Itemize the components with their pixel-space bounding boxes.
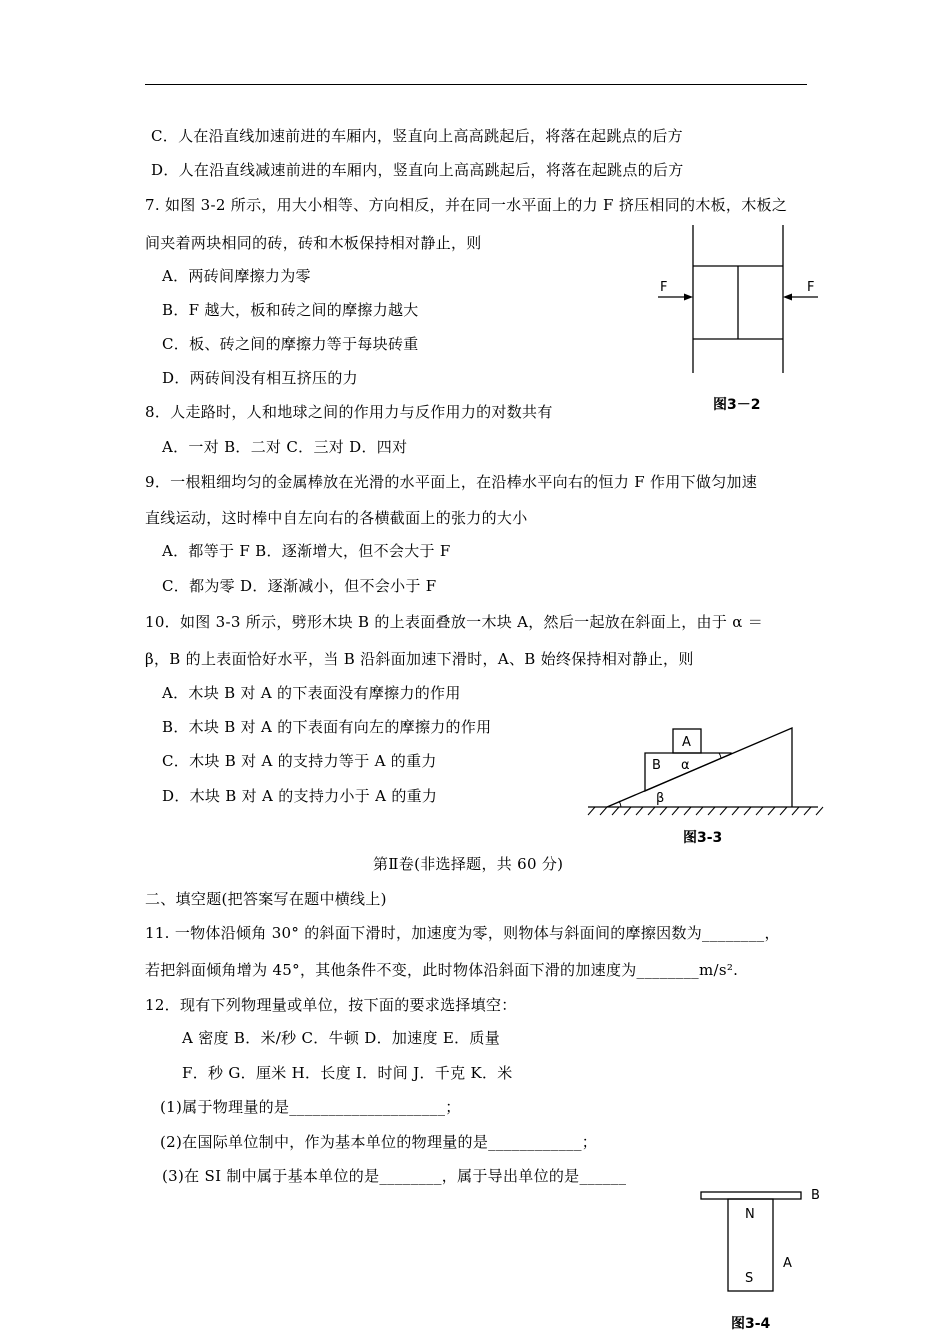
q10-stem-2: β，B 的上表面恰好水平，当 B 沿斜面加速下滑时，A、B 始终保持相对静止，则 xyxy=(145,650,694,668)
q10-option-a: A．木块 B 对 A 的下表面没有摩擦力的作用 xyxy=(162,684,461,702)
q9-stem-1: 9．一根粗细均匀的金属棒放在光滑的水平面上，在沿棒水平向右的恒力 F 作用下做匀加速 xyxy=(145,473,758,491)
q11-stem-1: 11. 一物体沿倾角 30° 的斜面下滑时，加速度为零，则物体与斜面间的摩擦因数为________， xyxy=(145,924,780,942)
figure-3-4-caption: 图3-4 xyxy=(731,1316,771,1332)
q12-part-3: (3)在 SI 制中属于基本单位的是________，属于导出单位的是______ xyxy=(162,1167,627,1185)
q8-options: A．一对 B．二对 C．三对 D．四对 xyxy=(162,438,408,456)
q7-option-d: D．两砖间没有相互挤压的力 xyxy=(162,369,358,387)
right-force-arrowhead xyxy=(783,294,792,301)
q12-list-1: A 密度 B．米/秒 C．牛顿 D．加速度 E．质量 xyxy=(182,1029,501,1047)
header-rule xyxy=(145,84,807,85)
south-pole-label: S xyxy=(745,1271,754,1286)
q9-options-ab: A．都等于 F B．逐渐增大，但不会大于 F xyxy=(162,542,451,560)
q7-stem-2: 间夹着两块相同的砖，砖和木板保持相对静止，则 xyxy=(145,234,482,252)
q10-option-c: C．木块 B 对 A 的支持力等于 A 的重力 xyxy=(162,752,437,770)
figure-3-3 xyxy=(585,720,825,830)
q12-stem: 12．现有下列物理量或单位，按下面的要求选择填空： xyxy=(145,996,517,1014)
left-force-label: F xyxy=(660,280,668,295)
section-2-title: 第Ⅱ卷(非选择题，共 60 分) xyxy=(373,855,564,873)
q9-stem-2: 直线运动，这时棒中自左向右的各横截面上的张力的大小 xyxy=(145,509,528,527)
q10-stem-1: 10．如图 3-3 所示，劈形木块 B 的上表面叠放一木块 A，然后一起放在斜面上，由于 α ＝ xyxy=(145,613,764,631)
q6-option-d: D．人在沿直线减速前进的车厢内，竖直向上高高跳起后，将落在起跳点的后方 xyxy=(151,161,684,179)
figure-3-3-caption: 图3-3 xyxy=(683,830,723,846)
alpha-arc xyxy=(719,753,721,758)
beta-label: β xyxy=(656,791,665,806)
ground-hatching xyxy=(588,807,823,815)
q7-stem-1: 7. 如图 3-2 所示，用大小相等、方向相反，并在同一水平面上的力 F 挤压相同的木板，木板之 xyxy=(145,196,788,214)
block-a-label: A xyxy=(682,735,691,750)
figure-3-2-caption: 图3－2 xyxy=(713,397,761,413)
right-force-label: F xyxy=(807,280,815,295)
q12-part-2: (2)在国际单位制中，作为基本单位的物理量的是____________； xyxy=(160,1133,598,1151)
q6-option-c: C．人在沿直线加速前进的车厢内，竖直向上高高跳起后，将落在起跳点的后方 xyxy=(151,127,683,145)
q9-options-cd: C．都为零 D．逐渐减小，但不会小于 F xyxy=(162,577,437,595)
q11-stem-2: 若把斜面倾角增为 45°，其他条件不变，此时物体沿斜面下滑的加速度为________m/s². xyxy=(145,961,739,979)
label-a: A xyxy=(783,1256,792,1271)
figure-3-2 xyxy=(650,222,830,382)
plate-b xyxy=(701,1192,801,1199)
q7-option-c: C．板、砖之间的摩擦力等于每块砖重 xyxy=(162,335,419,353)
q10-option-b: B．木块 B 对 A 的下表面有向左的摩擦力的作用 xyxy=(162,718,492,736)
alpha-label: α xyxy=(681,758,690,773)
beta-arc xyxy=(619,801,621,807)
block-b-label: B xyxy=(652,758,661,773)
q8-stem: 8．人走路时，人和地球之间的作用力与反作用力的对数共有 xyxy=(145,403,553,421)
q12-part-1: (1)属于物理量的是____________________； xyxy=(160,1098,461,1116)
fill-in-heading: 二、填空题(把答案写在题中横线上) xyxy=(145,890,387,908)
figure-3-4 xyxy=(695,1185,835,1300)
left-force-arrowhead xyxy=(684,294,693,301)
q10-option-d: D．木块 B 对 A 的支持力小于 A 的重力 xyxy=(162,787,438,805)
label-b: B xyxy=(811,1188,820,1203)
q7-option-b: B．F 越大，板和砖之间的摩擦力越大 xyxy=(162,301,419,319)
q7-option-a: A．两砖间摩擦力为零 xyxy=(162,267,311,285)
north-pole-label: N xyxy=(745,1207,755,1222)
q12-list-2: F．秒 G．厘米 H．长度 I．时间 J．千克 K．米 xyxy=(182,1064,513,1082)
